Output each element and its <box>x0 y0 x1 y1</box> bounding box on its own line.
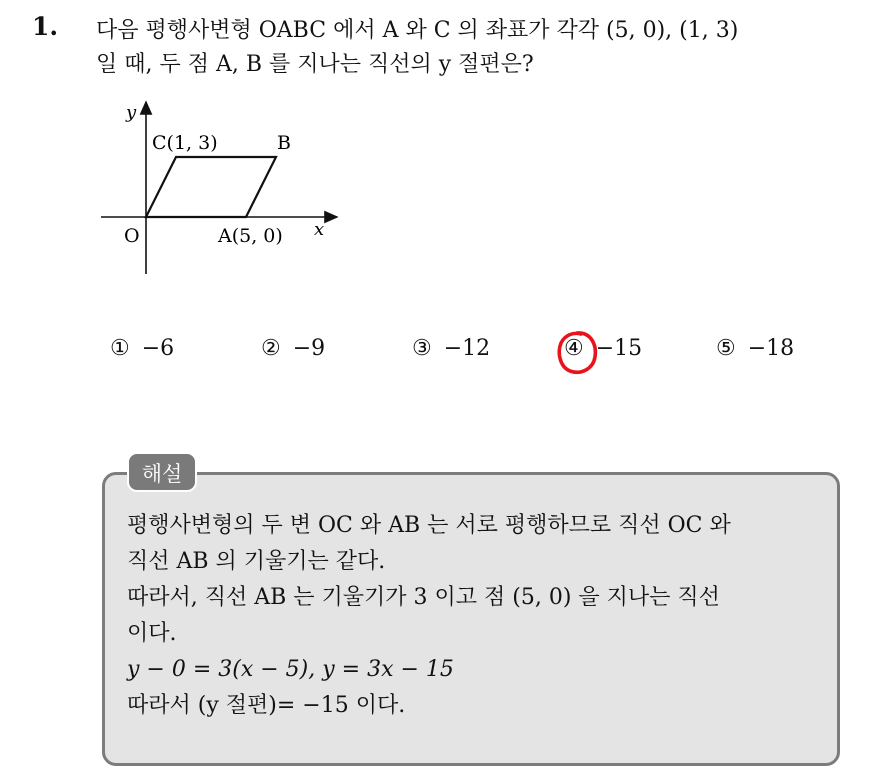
choice-4-value: −15 <box>595 336 643 361</box>
choice-3-number: ③ <box>412 336 432 361</box>
answer-choices <box>0 336 884 372</box>
choice-5-number: ⑤ <box>716 336 736 361</box>
point-label-c: C(1, 3) <box>152 132 218 154</box>
axis-label-x: x <box>314 219 325 240</box>
question-line-2: 일 때, 두 점 A, B 를 지나는 직선의 y 절편은? <box>96 52 534 77</box>
choice-4[interactable] <box>564 336 642 361</box>
axis-label-y: y <box>126 102 137 123</box>
choice-1[interactable] <box>110 336 174 361</box>
point-label-b: B <box>277 132 291 154</box>
choice-2[interactable] <box>261 336 325 361</box>
solution-line-5: y − 0 = 3(x − 5), y = 3x − 15 <box>127 657 454 682</box>
solution-text <box>127 508 832 724</box>
choice-5[interactable] <box>716 336 794 361</box>
choice-2-number: ② <box>261 336 281 361</box>
question-line-1: 다음 평행사변형 OABC 에서 A 와 C 의 좌표가 각각 (5, 0), (1, 3) <box>96 18 739 43</box>
question-number: 1. <box>32 12 59 41</box>
point-label-o: O <box>124 225 140 247</box>
choice-3-value: −12 <box>443 336 491 361</box>
solution-line-2: 직선 AB 의 기울기는 같다. <box>127 549 386 574</box>
question-text <box>96 14 876 82</box>
solution-line-6: 따라서 (y 절편)= −15 이다. <box>127 693 406 718</box>
choice-4-number: ④ <box>564 336 584 361</box>
point-label-a: A(5, 0) <box>218 225 283 247</box>
choice-3[interactable] <box>412 336 490 361</box>
choice-5-value: −18 <box>747 336 795 361</box>
solution-line-3: 따라서, 직선 AB 는 기울기가 3 이고 점 (5, 0) 을 지나는 직선 <box>127 585 720 610</box>
parallelogram-oabc <box>146 157 276 217</box>
choice-2-value: −9 <box>292 336 326 361</box>
choice-1-number: ① <box>110 336 130 361</box>
parallelogram-figure <box>96 96 346 276</box>
solution-line-4: 이다. <box>127 621 177 646</box>
choice-1-value: −6 <box>141 336 175 361</box>
solution-tag: 해설 <box>127 452 197 492</box>
solution-line-1: 평행사변형의 두 변 OC 와 AB 는 서로 평행하므로 직선 OC 와 <box>127 513 731 538</box>
